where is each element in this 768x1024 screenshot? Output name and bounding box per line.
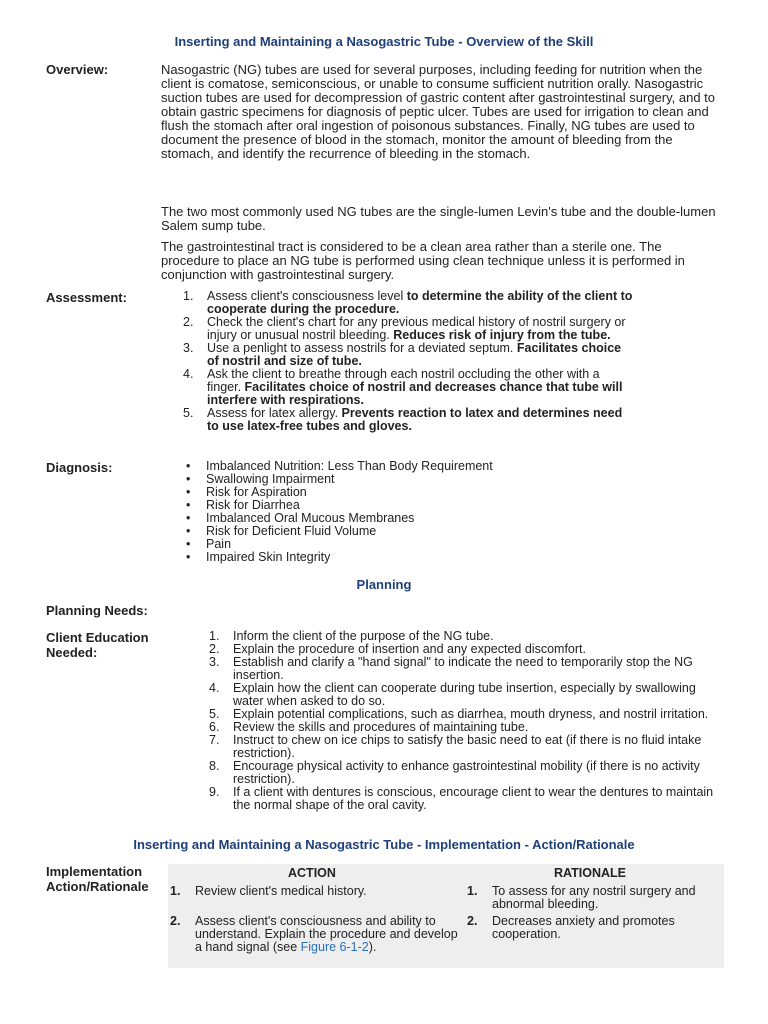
item-number: 9. xyxy=(209,785,220,799)
client-education-label-2: Needed: xyxy=(46,645,98,660)
assessment-label: Assessment: xyxy=(46,290,127,305)
item-text: Assess client's consciousness level xyxy=(207,289,407,303)
action-number: 2. xyxy=(170,914,181,928)
column-header-rationale: RATIONALE xyxy=(554,866,626,880)
planning-heading: Planning xyxy=(356,577,412,592)
item-text: Check the client's chart for any previous medical history of nostril surgery or injury or unusual nostril bleeding. xyxy=(207,315,626,342)
item-number: 1. xyxy=(209,629,220,643)
item-text: Risk for Diarrhea xyxy=(206,498,300,512)
item-number: 8. xyxy=(209,759,220,773)
implementation-title: Inserting and Maintaining a Nasogastric Tube - Implementation - Action/Rationale xyxy=(133,837,635,852)
list-item xyxy=(209,656,719,682)
rationale-number: 1. xyxy=(467,884,478,898)
action-text-post: ). xyxy=(368,940,377,954)
item-text: Risk for Aspiration xyxy=(206,485,307,499)
diagnosis-list xyxy=(186,460,493,564)
item-text: Assess for latex allergy. xyxy=(207,406,342,420)
item-emphasis: Facilitates choice of nostril and decreases chance that tube will interfere with respirations. xyxy=(207,380,623,407)
list-item xyxy=(209,734,719,760)
item-text: Risk for Deficient Fluid Volume xyxy=(206,524,377,538)
item-number: 2. xyxy=(183,315,194,329)
item-text: Inform the client of the purpose of the NG tube. xyxy=(233,629,494,643)
item-number: 4. xyxy=(209,681,220,695)
item-text: Ask the client to breathe through each nostril occluding the other with a finger. xyxy=(207,367,600,394)
action-number: 1. xyxy=(170,884,181,898)
bullet: • xyxy=(186,537,191,551)
item-text: Explain the procedure of insertion and any expected discomfort. xyxy=(233,642,586,656)
overview-label: Overview: xyxy=(46,62,109,77)
implementation-label: Implementation xyxy=(46,864,143,879)
item-text: Establish and clarify a "hand signal" to indicate the need to temporarily stop the NG insertion. xyxy=(233,655,693,682)
item-number: 7. xyxy=(209,733,220,747)
list-item xyxy=(209,682,719,708)
action-text: Review client's medical history. xyxy=(195,884,367,898)
item-text: Pain xyxy=(206,537,232,551)
bullet: • xyxy=(186,498,191,512)
list-item xyxy=(186,525,493,538)
list-item xyxy=(209,760,719,786)
assessment-list xyxy=(183,290,633,433)
item-text: Swallowing Impairment xyxy=(206,472,335,486)
item-text: Explain potential complications, such as diarrhea, mouth dryness, and nostril irritation. xyxy=(233,707,709,721)
overview-paragraph-3: The gastrointestinal tract is considered to be a clean area rather than a sterile one. The procedure to place an NG tube is performed using clean technique unless it is performed in conjunction with gastrointestinal surgery. xyxy=(161,239,685,282)
item-number: 5. xyxy=(183,406,194,420)
item-text: Use a penlight to assess nostrils for a deviated septum. xyxy=(207,341,517,355)
bullet: • xyxy=(186,485,191,499)
implementation-label-2: Action/Rationale xyxy=(46,879,149,894)
item-text: Imbalanced Nutrition: Less Than Body Requirement xyxy=(206,459,493,473)
item-text: Instruct to chew on ice chips to satisfy the basic need to eat (if there is no fluid intake restriction). xyxy=(233,733,702,760)
item-text: Review the skills and procedures of maintaining tube. xyxy=(233,720,529,734)
item-number: 1. xyxy=(183,289,194,303)
list-item xyxy=(183,290,633,316)
diagnosis-label: Diagnosis: xyxy=(46,460,113,475)
bullet: • xyxy=(186,550,191,564)
bullet: • xyxy=(186,459,191,473)
planning-needs-label: Planning Needs: xyxy=(46,603,148,618)
client-education-label: Client Education xyxy=(46,630,149,645)
rationale-text: To assess for any nostril surgery and abnormal bleeding. xyxy=(492,884,696,911)
list-item xyxy=(183,368,633,407)
item-emphasis: to determine the ability of the client to cooperate during the procedure. xyxy=(207,289,633,316)
action-text-pre: Assess client's consciousness and ability to understand. Explain the procedure and develop a hand signal (see xyxy=(195,914,458,954)
item-number: 3. xyxy=(183,341,194,355)
item-text: Encourage physical activity to enhance gastrointestinal mobility (if there is no activity restriction). xyxy=(233,759,700,786)
rationale-text: Decreases anxiety and promotes cooperation. xyxy=(492,914,675,941)
document-title: Inserting and Maintaining a Nasogastric Tube - Overview of the Skill xyxy=(174,34,594,49)
bullet: • xyxy=(186,524,191,538)
bullet: • xyxy=(186,511,191,525)
client-education-list xyxy=(209,630,719,812)
item-number: 2. xyxy=(209,642,220,656)
item-number: 3. xyxy=(209,655,220,669)
list-item xyxy=(183,407,633,433)
list-item xyxy=(209,786,719,812)
list-item xyxy=(186,551,493,564)
bullet: • xyxy=(186,472,191,486)
item-number: 5. xyxy=(209,707,220,721)
item-emphasis: Reduces risk of injury from the tube. xyxy=(393,328,611,342)
rationale-number: 2. xyxy=(467,914,478,928)
column-header-action: ACTION xyxy=(288,866,336,880)
figure-link[interactable]: Figure 6-1-2 xyxy=(300,940,369,954)
item-text: Explain how the client can cooperate during tube insertion, especially by swallowing water when asked to do so. xyxy=(233,681,696,708)
overview-paragraph-1: Nasogastric (NG) tubes are used for several purposes, including feeding for nutrition when the client is comatose, semiconscious, or unable to consume sufficient nutrition orally. Nasogastric suction tubes are used for decompression of gastric content after gastrointestinal surgery, and to obtain gastric specimens for diagnosis of peptic ulcer. Tubes are used for irrigation to clean and flush the stomach after oral ingestion of poisonous substances. Finally, NG tubes are used to document the presence of blood in the stomach, monitor the amount of bleeding from the stomach, and identify the recurrence of bleeding in the stomach. xyxy=(161,62,716,161)
list-item xyxy=(183,316,633,342)
item-emphasis: Facilitates choice of nostril and size of tube. xyxy=(207,341,622,368)
item-number: 4. xyxy=(183,367,194,381)
overview-paragraph-2: The two most commonly used NG tubes are the single-lumen Levin's tube and the double-lumen Salem sump tube. xyxy=(161,204,716,233)
item-number: 6. xyxy=(209,720,220,734)
item-text: Imbalanced Oral Mucous Membranes xyxy=(206,511,415,525)
action-text xyxy=(195,915,465,954)
item-text: Impaired Skin Integrity xyxy=(206,550,331,564)
item-emphasis: Prevents reaction to latex and determines need to use latex-free tubes and gloves. xyxy=(207,406,623,433)
item-text: If a client with dentures is conscious, encourage client to wear the dentures to maintain the normal shape of the oral cavity. xyxy=(233,785,714,812)
list-item xyxy=(183,342,633,368)
